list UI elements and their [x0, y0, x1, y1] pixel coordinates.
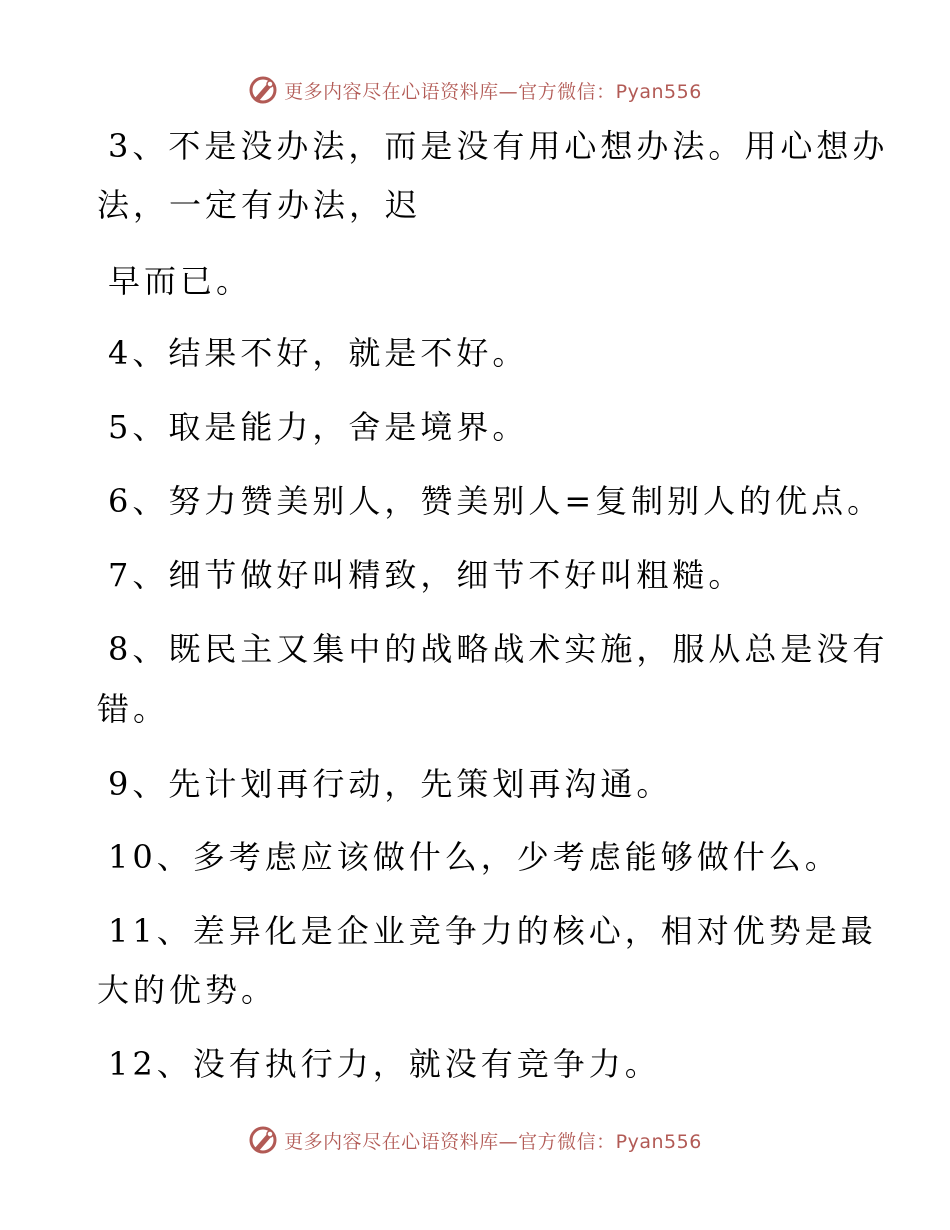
text-line: 8、既民主又集中的战略战术实施，服从总是没有 [108, 630, 889, 668]
text-line: 3、不是没办法，而是没有用心想办法。用心想办 [108, 127, 889, 165]
text-line: 错。 [97, 690, 170, 728]
text-line: 法，一定有办法，迟 [97, 186, 422, 224]
text-line: 4、结果不好，就是不好。 [108, 334, 529, 372]
banner-text: 更多内容尽在心语资料库—官方微信：Pyan556 [284, 80, 702, 103]
text-line: 7、细节做好叫精致，细节不好叫粗糙。 [108, 556, 745, 594]
text-line: 11、差异化是企业竞争力的核心，相对优势是最 [108, 912, 877, 950]
footer-banner [0, 1120, 950, 1160]
banner-text: 更多内容尽在心语资料库—官方微信：Pyan556 [284, 1130, 702, 1153]
text-line: 10、多考虑应该做什么，少考虑能够做什么。 [108, 838, 841, 876]
text-line: 早而已。 [108, 262, 253, 300]
pen-circle-logo-icon [248, 75, 278, 105]
header-banner [0, 70, 950, 110]
text-line: 5、取是能力，舍是境界。 [108, 408, 529, 446]
text-line: 12、没有执行力，就没有竞争力。 [108, 1045, 661, 1083]
text-line: 9、先计划再行动，先策划再沟通。 [108, 765, 673, 803]
text-line: 大的优势。 [97, 971, 278, 1009]
pen-circle-logo-icon [248, 1125, 278, 1155]
text-line: 6、努力赞美别人，赞美别人=复制别人的优点。 [108, 482, 884, 520]
